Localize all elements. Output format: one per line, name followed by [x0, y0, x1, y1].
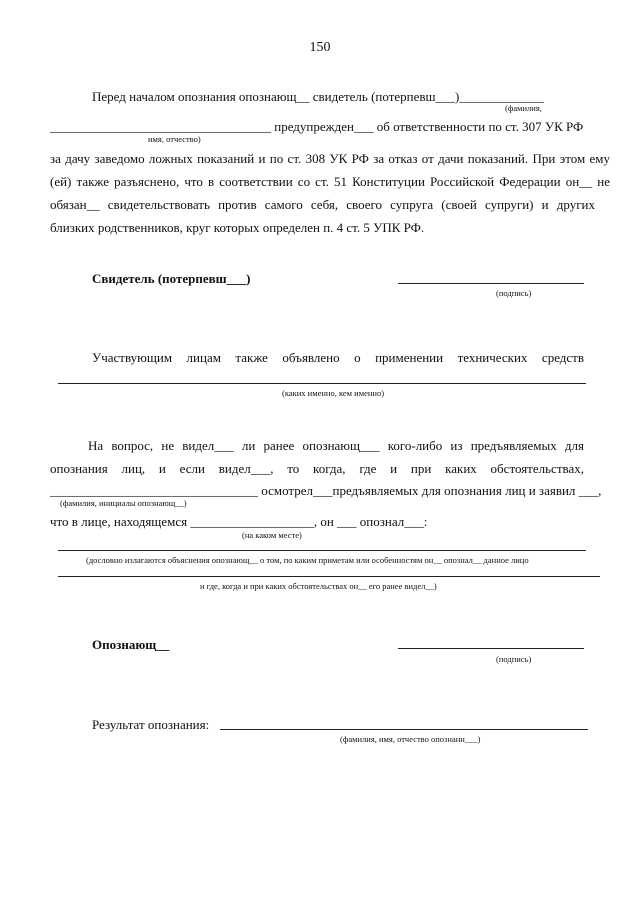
- question-line-1: На вопрос, не видел___ ли ранее опознающ___ кого-либо из предъявляемых для: [88, 438, 584, 453]
- intro-line-5: обязан__ свидетельствовать против самого себя, своего супруга (своей супруги) и других: [50, 197, 595, 212]
- explain-rule-1: [58, 550, 586, 551]
- caption-place: (на каком месте): [242, 530, 302, 540]
- witness-signature-line: [398, 283, 584, 284]
- question-line-4: что в лице, находящемся ___________________, он ___ опознал___:: [50, 514, 428, 529]
- intro-line-6: близких родственников, круг которых определен п. 4 ст. 5 УПК РФ.: [50, 220, 425, 235]
- identifier-label: Опознающ__: [92, 637, 170, 652]
- caption-explain-2: и где, когда и при каких обстоятельствах он__ его ранее видел__): [200, 581, 437, 591]
- intro-line-3: за дачу заведомо ложных показаний и по ст. 308 УК РФ за отказ от дачи показаний. При этом ему: [50, 151, 610, 166]
- participants-caption: (каких именно, кем именно): [282, 388, 385, 398]
- identifier-signature-line: [398, 648, 584, 649]
- result-rule: [220, 729, 588, 730]
- page-number: 150: [309, 40, 331, 55]
- intro-line-1: Перед началом опознания опознающ__ свидетель (потерпевш___)_____________: [92, 89, 544, 104]
- explain-rule-2: [58, 576, 600, 577]
- caption-fio-1: (фамилия,: [505, 103, 542, 113]
- identifier-signature-caption: (подпись): [496, 654, 532, 664]
- witness-label: Свидетель (потерпевш___): [92, 271, 251, 286]
- result-caption: (фамилия, имя, отчество опознанн___): [340, 734, 481, 744]
- question-line-2: опознания лиц, и если видел___, то когда, где и при каких обстоятельствах,: [50, 461, 584, 476]
- caption-fio-2: имя, отчество): [148, 134, 201, 144]
- question-line-3: ________________________________ осмотрел___предъявляемых для опознания лиц и заявил ___,: [50, 483, 602, 498]
- participants-line: Участвующим лицам также объявлено о применении технических средств: [92, 350, 584, 365]
- caption-explain-1: (дословно излагаются объяснения опознающ__ о том, по каким приметам или особенностям он__ опознал__ данное лицо: [86, 555, 529, 565]
- intro-line-2: __________________________________ предупрежден___ об ответственности по ст. 307 УК РФ: [50, 119, 584, 134]
- witness-signature-caption: (подпись): [496, 288, 532, 298]
- result-label: Результат опознания:: [92, 717, 210, 732]
- caption-fio-identifier: (фамилия, инициалы опознающ__): [60, 498, 187, 508]
- intro-line-4: (ей) также разъяснено, что в соответствии со ст. 51 Конституции Российской Федерации он__ не: [50, 174, 610, 189]
- participants-rule: [58, 383, 586, 384]
